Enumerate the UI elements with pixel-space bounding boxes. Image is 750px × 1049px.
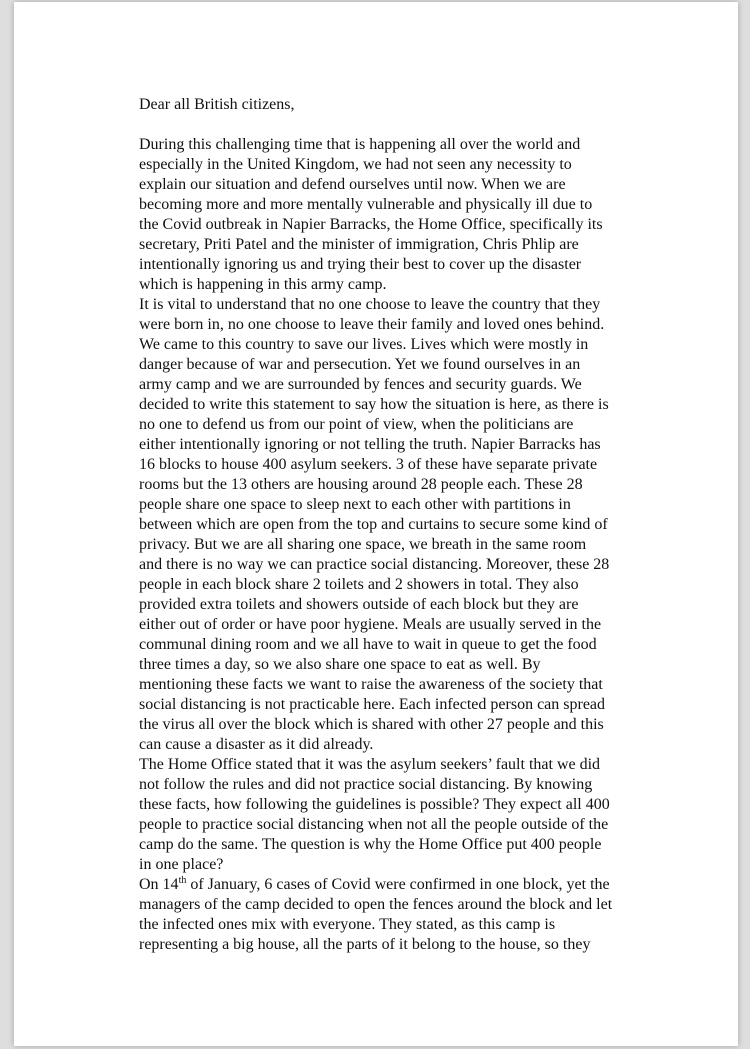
date-prefix: On 14 [139,876,179,893]
text-line: either intentionally ignoring or not telling the truth. Napier Barracks has [139,436,601,453]
text-line: communal dining room and we all have to wait in queue to get the food [139,636,597,653]
letter-lines [139,135,612,875]
salutation: Dear all British citizens, [139,96,295,113]
text-line: decided to write this statement to say how the situation is here, as there is [139,396,609,413]
text-line: people share one space to sleep next to each other with partitions in [139,496,571,513]
text-line: not follow the rules and did not practice social distancing. By knowing [139,776,593,793]
text-line: between which are open from the top and curtains to secure some kind of [139,516,608,533]
text-line: The Home Office stated that it was the asylum seekers’ fault that we did [139,756,601,773]
letter-lines-after [139,895,612,955]
text-line: especially in the United Kingdom, we had not seen any necessity to [139,156,572,173]
blank-line [139,115,612,135]
text-line: privacy. But we are all sharing one space, we breath in the same room [139,536,587,553]
text-line: managers of the camp decided to open the fences around the block and let [139,896,613,913]
text-line: three times a day, so we also share one space to eat as well. By [139,656,541,673]
text-line: rooms but the 13 others are housing around 28 people each. These 28 [139,476,583,493]
date-superscript: th [178,875,187,886]
text-line: representing a big house, all the parts of it belong to the house, so they [139,936,591,953]
text-line: intentionally ignoring us and trying their best to cover up the disaster [139,256,582,273]
text-line: either out of order or have poor hygiene. Meals are usually served in the [139,616,602,633]
text-line: in one place? [139,856,224,873]
text-line: danger because of war and persecution. Yet we found ourselves in an [139,356,581,373]
text-line: were born in, no one choose to leave their family and loved ones behind. [139,316,605,333]
document-page [14,2,738,1046]
text-line: secretary, Priti Patel and the minister of immigration, Chris Phlip are [139,236,579,253]
text-line: camp do the same. The question is why the Home Office put 400 people [139,836,602,853]
date-rest: of January, 6 cases of Covid were confirmed in one block, yet the [186,876,610,893]
text-line: and there is no way we can practice social distancing. Moreover, these 28 [139,556,610,573]
text-line: the Covid outbreak in Napier Barracks, the Home Office, specifically its [139,216,603,233]
text-line: We came to this country to save our lives. Lives which were mostly in [139,336,589,353]
text-line: During this challenging time that is happening all over the world and [139,136,581,153]
text-line: no one to defend us from our point of view, when the politicians are [139,416,574,433]
text-line: provided extra toilets and showers outside of each block but they are [139,596,579,613]
text-line: social distancing is not practicable here. Each infected person can spread [139,696,606,713]
text-line: which is happening in this army camp. [139,276,387,293]
text-line: these facts, how following the guidelines is possible? They expect all 400 [139,796,610,813]
text-line [139,875,612,895]
text-line: people in each block share 2 toilets and 2 showers in total. They also [139,576,579,593]
text-line: army camp and we are surrounded by fences and security guards. We [139,376,582,393]
text-line: mentioning these facts we want to raise the awareness of the society that [139,676,603,693]
text-line: the infected ones mix with everyone. They stated, as this camp is [139,916,556,933]
text-line: explain our situation and defend ourselves until now. When we are [139,176,566,193]
letter-body [139,95,612,955]
text-line: people to practice social distancing when not all the people outside of the [139,816,609,833]
text-line: 16 blocks to house 400 asylum seekers. 3 of these have separate private [139,456,598,473]
text-line: becoming more and more mentally vulnerable and physically ill due to [139,196,593,213]
text-line: the virus all over the block which is shared with other 27 people and this [139,716,604,733]
text-line: It is vital to understand that no one choose to leave the country that they [139,296,601,313]
text-line: can cause a disaster as it did already. [139,736,374,753]
